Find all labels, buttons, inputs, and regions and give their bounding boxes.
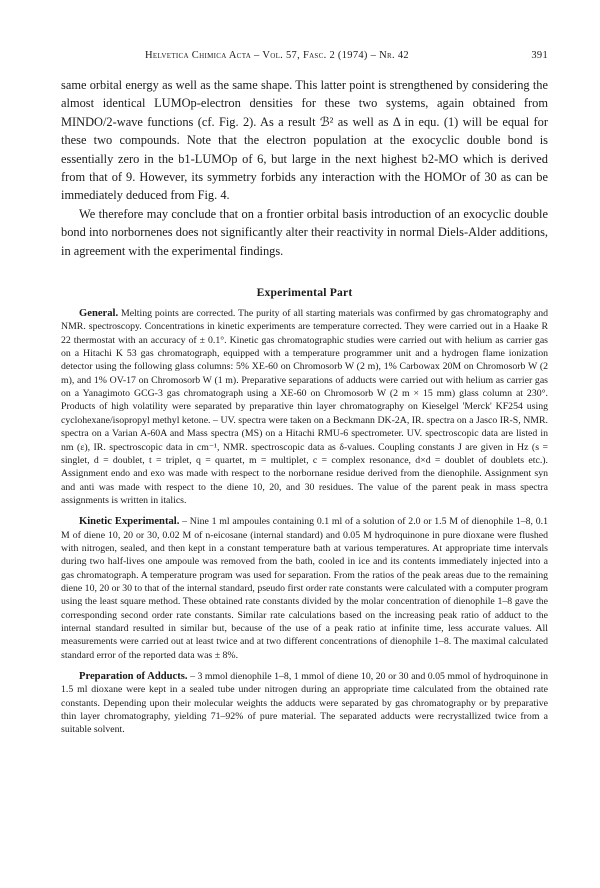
running-header (61, 50, 548, 64)
adducts-text: – 3 mmol dienophile 1–8, 1 mmol of diene 10, 20 or 30 and 0.05 mmol of hydroquinone in 1.5 ml dioxane were kept in a sealed tube under nitrogen during an appropriate time calculated from the obtained rate constants. Depending upon their molecular weights the adducts were separated by gas chromatography or by preparative thin layer chromatography, yielding 71–92% of pure material. The separated adducts were recrystallized twice from a suitable solvent. (61, 671, 548, 736)
kinetic-paragraph (61, 515, 548, 662)
kinetic-text: – Nine 1 ml ampoules containing 0.1 ml of a solution of 2.0 or 1.5 M of dienophile 1–8, 0.1 M of diene 10, 20 or 30, 0.02 M of n-eicosane (internal standard) and 0.05 M hydroquinone in pure dioxane were flushed with nitrogen, sealed, and then kept in a constant temperature bath at various temperatures. At appropriate time intervals during two half-lives one ampoule was removed from the bath, cooled in ice and its contents immediately injected into a gas chromatograph. A temperature program was used for separation. From the ratios of the peak areas due to the remaining diene 10, 20 or 30 to that of the internal standard, pseudo first order rate constants were calculated with a computer program using the least square method. These obtained rate constants divided by the molar concentration of dienophile 1–8 gave the corresponding second order rate constants. Similar rate calculations based on the increasing peak ratio of adduct to the internal standard resulted in similar but, because of the use of a peak ratio at infinite time, less accurate values. All measurements were carried out at least twice and at two different concentrations of dienophile 1–8. The maximal calculated standard error of the reported data was ± 8%. (61, 516, 548, 661)
intro-paragraph-2: We therefore may conclude that on a frontier orbital basis introduction of an exocyclic double bond into norbornenes does not significantly alter their reactivity in normal Diels-Alder additions, in agreement with the experimental findings. (61, 206, 548, 258)
adducts-paragraph (61, 670, 548, 737)
general-lead: General. (79, 308, 119, 320)
page-number: 391 (531, 50, 548, 61)
intro-paragraph-1: same orbital energy as well as the same shape. This latter point is strengthened by considering the almost identical LUMOp-electron densities for these two systems, again obtained from MINDO/2-wave functions (cf. Fig. 2). As a result ℬ² as well as Δ in equ. (1) will be equal for these two compounds. Note that the electron population at the exocyclic double bond is essentially zero in the b1-LUMOp of 6, but large in the next highest b2-MO which is derived from that of 9. However, its symmetry forbids any interaction with the HOMOr of 30 as can be immediately deduced from Fig. 4. (61, 78, 548, 203)
page-body (61, 76, 548, 737)
section-title-experimental: Experimental Part (256, 286, 353, 300)
journal-header-title: Helvetica Chimica Acta – Vol. 57, Fasc. 2 (1974) – Nr. 42 (145, 50, 409, 61)
adducts-lead: Preparation of Adducts. (79, 671, 188, 682)
general-text: Melting points are corrected. The purity of all starting materials was confirmed by gas chromatography and NMR. spectroscopy. Concentrations in kinetic experiments are temperature corrected. They were carried out in a Haake R 22 thermostat with an accuracy of ± 0.1°. Kinetic gas chromatographic studies were carried out with helium as carrier gas on a Hitachi K 53 gas chromatograph, equipped with a temperature programmer unit and a hydrogen flame ionization detector using the following glass columns: 5% XE-60 on Chromosorb W (2 m), 1% Carbowax 20M on Chromosorb W (2 m), and 1% OV-17 on Chromosorb W (1 m). Preparative separations of adducts were carried out with helium as carrier gas on a Yanagimoto GCG-3 gas chromatograph using a XE-60 on Chromosorb W (2 m × 15 mm) glass column at 230°. Products of high volatility were separated by preparative thin layer chromatography on Kieselgel 'Merck' KF254 using cyclohexane/isopropyl methyl ketone. – UV. spectra were taken on a Beckmann DK-2A, IR. spectra on a Jasco IR-S, NMR. spectra on a Varian A-60A and Mass spectra (MS) on a Hitachi RMU-6 spectrometer. UV. spectroscopic data are listed in nm (ε), IR. spectroscopic data in cm⁻¹, NMR. spectroscopic data as δ-values. Coupling constants J are given in Hz (s = singlet, d = doublet, t = triplet, q = quartet, m = multiplet, c = complex resonance, d×d = doublet of doublets etc.). Assignment endo and exo was made with respect to the norbornane residue derived from the dienophile. Assignment syn and anti was made with respect to the diene 10, 20, and 30 residues. The value of the parent peak in mass spectra assignments is written in italics. (61, 308, 548, 506)
general-paragraph (61, 307, 548, 507)
kinetic-lead: Kinetic Experimental. (79, 516, 180, 528)
